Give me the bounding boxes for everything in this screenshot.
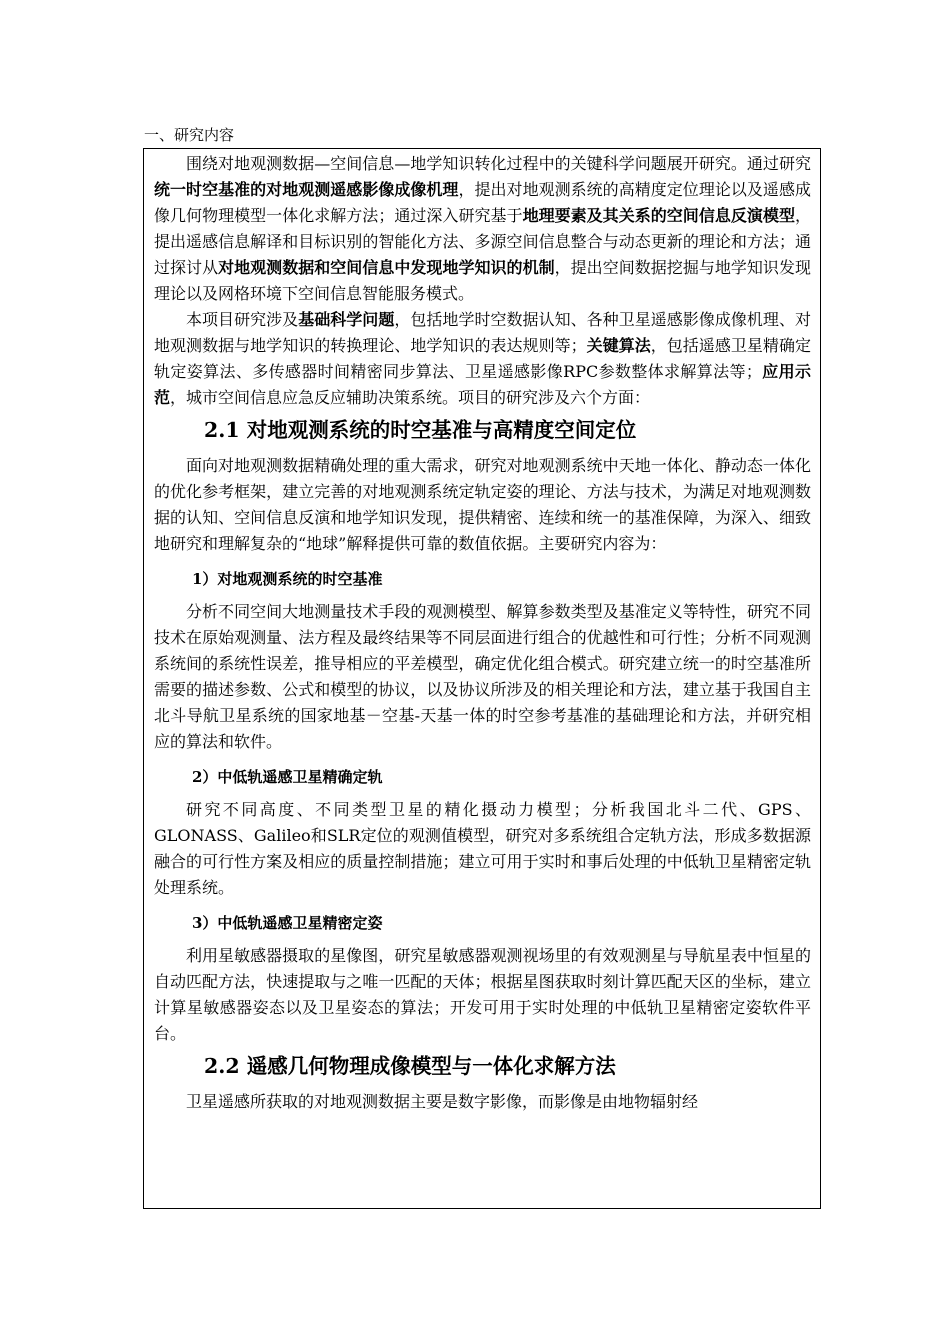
subheading-orbit-determination: 2）中低轨遥感卫星精确定轨 (192, 768, 383, 786)
orbit-determination-body: 研究不同高度、不同类型卫星的精化摄动力模型；分析我国北斗二代、GPS、GLONASS、Galileo和SLR定位的观测值模型，研究对多系统组合定轨方法，形成多数据源融合的可行性方案及相应的质量控制措施；建立可用于实时和事后处理的中低轨卫星精密定轨处理系统。 (154, 800, 811, 897)
section-heading-2-1: 2.1 对地观测系统的时空基准与高精度空间定位 (204, 418, 637, 442)
section-heading-2-2: 2.2 遥感几何物理成像模型与一体化求解方法 (204, 1054, 616, 1078)
intro-paragraph-2: 本项目研究涉及基础科学问题，包括地学时空数据认知、各种卫星遥感影像成像机理、对地观测数据与地学知识的转换理论、地学知识的表达规则等；关键算法，包括遥感卫星精确定轨定姿算法、多传感器时间精密同步算法、卫星遥感影像RPC参数整体求解算法等；应用示范，城市空间信息应急反应辅助决策系统。项目的研究涉及六个方面： (154, 310, 811, 407)
section-2-1-body: 面向对地观测数据精确处理的重大需求，研究对地观测系统中天地一体化、静动态一体化的优化参考框架，建立完善的对地观测系统定轨定姿的理论、方法与技术，为满足对地观测数据的认知、空间信息反演和地学知识发现，提供精密、连续和统一的基准保障，为深入、细致地研究和理解复杂的“地球”解释提供可靠的数值依据。主要研究内容为： (154, 456, 811, 553)
subheading-time-space-datum: 1）对地观测系统的时空基准 (192, 570, 383, 588)
subheading-attitude-determination: 3）中低轨遥感卫星精密定姿 (192, 914, 383, 932)
section-label: 一、研究内容 (144, 126, 235, 144)
attitude-determination-body: 利用星敏感器摄取的星像图，研究星敏感器观测视场里的有效观测星与导航星表中恒星的自动匹配方法，快速提取与之唯一匹配的天体；根据星图获取时刻计算匹配天区的坐标，建立计算星敏感器姿态以及卫星姿态的算法；开发可用于实时处理的中低轨卫星精密定姿软件平台。 (154, 946, 811, 1043)
section-2-2-body: 卫星遥感所获取的对地观测数据主要是数字影像，而影像是由地物辐射经 (186, 1092, 699, 1111)
time-space-datum-body: 分析不同空间大地测量技术手段的观测模型、解算参数类型及基准定义等特性，研究不同技术在原始观测量、法方程及最终结果等不同层面进行组合的优越性和可行性；分析不同观测系统间的系统性误差，推导相应的平差模型，确定优化组合模式。研究建立统一的时空基准所需要的描述参数、公式和模型的协议，以及协议所涉及的相关理论和方法，建立基于我国自主北斗导航卫星系统的国家地基－空基-天基一体的时空参考基准的基础理论和方法，并研究相应的算法和软件。 (154, 602, 811, 751)
intro-paragraph-1: 围绕对地观测数据—空间信息—地学知识转化过程中的关键科学问题展开研究。通过研究统一时空基准的对地观测遥感影像成像机理，提出对地观测系统的高精度定位理论以及遥感成像几何物理模型一体化求解方法；通过深入研究基于地理要素及其关系的空间信息反演模型，提出遥感信息解译和目标识别的智能化方法、多源空间信息整合与动态更新的理论和方法；通过探讨从对地观测数据和空间信息中发现地学知识的机制，提出空间数据挖掘与地学知识发现理论以及网格环境下空间信息智能服务模式。 (154, 154, 811, 303)
content-box (143, 148, 821, 1209)
